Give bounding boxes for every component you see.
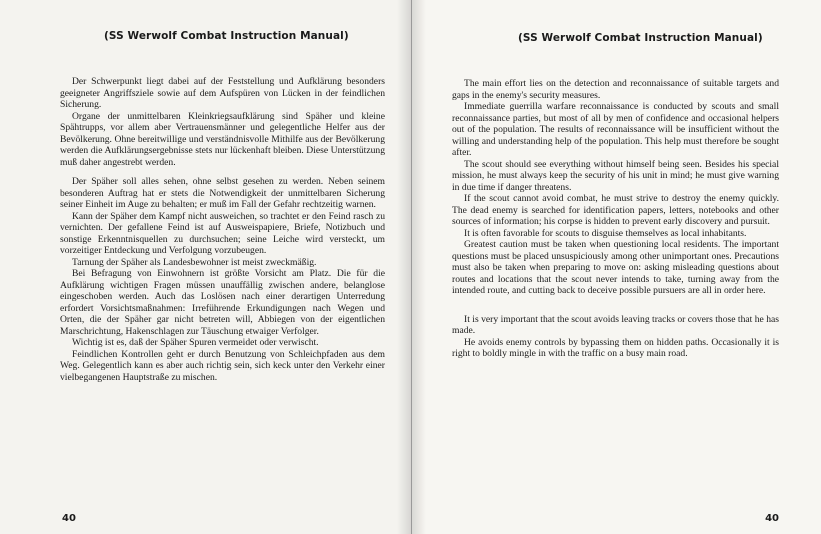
paragraph: Der Späher soll alles sehen, ohne selbst gesehen zu werden. Neben seinem besonderen Auftrag hat er stets die Notwendigkeit der unmittelbaren Sicherung seiner Einheit im Auge zu behalten; er muß im Fall der Gefahr rechtzeitig warnen. [60, 176, 385, 210]
page-body [60, 76, 385, 383]
paragraph: Der Schwerpunkt liegt dabei auf der Feststellung und Aufklärung besonders geeigneter Angriffsziele sowie auf dem Aufspüren von Lücken in der feindlichen Sicherung. [60, 76, 385, 110]
page-body [452, 78, 779, 360]
page-header: (SS Werwolf Combat Instruction Manual) [518, 32, 763, 44]
paragraph: It is often favorable for scouts to disguise themselves as local inhabitants. [464, 227, 747, 239]
paragraph: He avoids enemy controls by bypassing them on hidden paths. Occasionally it is right to boldly mingle in with the traffic on a busy main road. [452, 336, 779, 359]
paragraph: Wichtig ist es, daß der Späher Spuren vermeidet oder verwischt. [72, 337, 319, 348]
paragraph: The scout should see everything without himself being seen. Besides his special mission, he must always keep the security of his unit in mind; he must give warning in due time if danger threatens. [452, 158, 779, 193]
paragraph: If the scout cannot avoid combat, he must strive to destroy the enemy quickly. The dead enemy is searched for identification papers, letters, notebooks and other sources of information; his corpse is hidden to prevent early discovery and pursuit. [452, 193, 779, 227]
paragraph: Feindlichen Kontrollen geht er durch Benutzung von Schleichpfaden aus dem Weg. Gelegentlich kann es aber auch richtig sein, sich keck unter den Verkehr einer vielbegangenen Hauptstraße zu mischen. [60, 348, 385, 383]
paragraph: Bei Befragung von Einwohnern ist größte Vorsicht am Platz. Die für die Aufklärung wichtigen Fragen müssen unauffällig zwischen andere, belanglose eingeschoben werden. Auch das Loslösen nach einer derartigen Unterredung erfordert Vorsichtsmaßnahmen: Irreführende Erkundigungen nach Wegen und Orten, die der Späher gar nicht betreten will, Abbiegen von der eigentlichen Marschrichtung, Hakenschlagen zur Täuschung etwaiger Verfolger. [60, 268, 385, 337]
right-page [412, 0, 821, 534]
paragraph: Greatest caution must be taken when questioning local residents. The important questions must be placed unsuspiciously among other unimportant ones. Precautions must also be taken when preparing to move on: asking misleading questions about routes and locations that the scout never intends to take, turning away from the intended route, and cutting back to deceive possible pursuers are all in order here. [452, 239, 779, 296]
page-header: (SS Werwolf Combat Instruction Manual) [104, 30, 349, 42]
page-number: 40 [62, 513, 76, 524]
paragraph: Immediate guerrilla warfare reconnaissance is conducted by scouts and small reconnaissance parties, but most of all by men of confidence and occasional helpers out of the population. The results of reconnaissance will be insufficient without the willing and understanding help of the population. This help must therefore be sought after. [452, 101, 779, 158]
paragraph: Kann der Späher dem Kampf nicht ausweichen, so trachtet er den Feind rasch zu vernichten. Der gefallene Feind ist auf Ausweispapiere, Briefe, Notizbuch und sonstige Erkenntnisquellen zu durchsuchen; seine Leiche wird versteckt, um vorzeitiger Entdeckung und Verfolgung vorzubeugen. [60, 210, 385, 256]
page-number: 40 [765, 513, 779, 524]
gutter-shadow [412, 0, 426, 534]
paragraph: The main effort lies on the detection and reconnaissance of suitable targets and gaps in the enemy's security measures. [452, 78, 779, 101]
gutter-shadow [397, 0, 411, 534]
paragraph: It is very important that the scout avoids leaving tracks or covers those that he has made. [452, 313, 779, 336]
paragraph: Tarnung der Späher als Landesbewohner ist meist zweckmäßig. [72, 256, 317, 268]
paragraph: Organe der unmittelbaren Kleinkriegsaufklärung sind Späher und kleine Spähtrupps, vor allem aber Vertrauensmänner und gelegentliche Helfer aus der Bevölkerung. Ohne bereitwillige und verständnisvolle Mithilfe aus der Bevölkerung werden die Aufklärungsergebnisse stets nur lückenhaft bleiben. Diese Unterstützung muß daher angestrebt werden. [60, 110, 385, 168]
